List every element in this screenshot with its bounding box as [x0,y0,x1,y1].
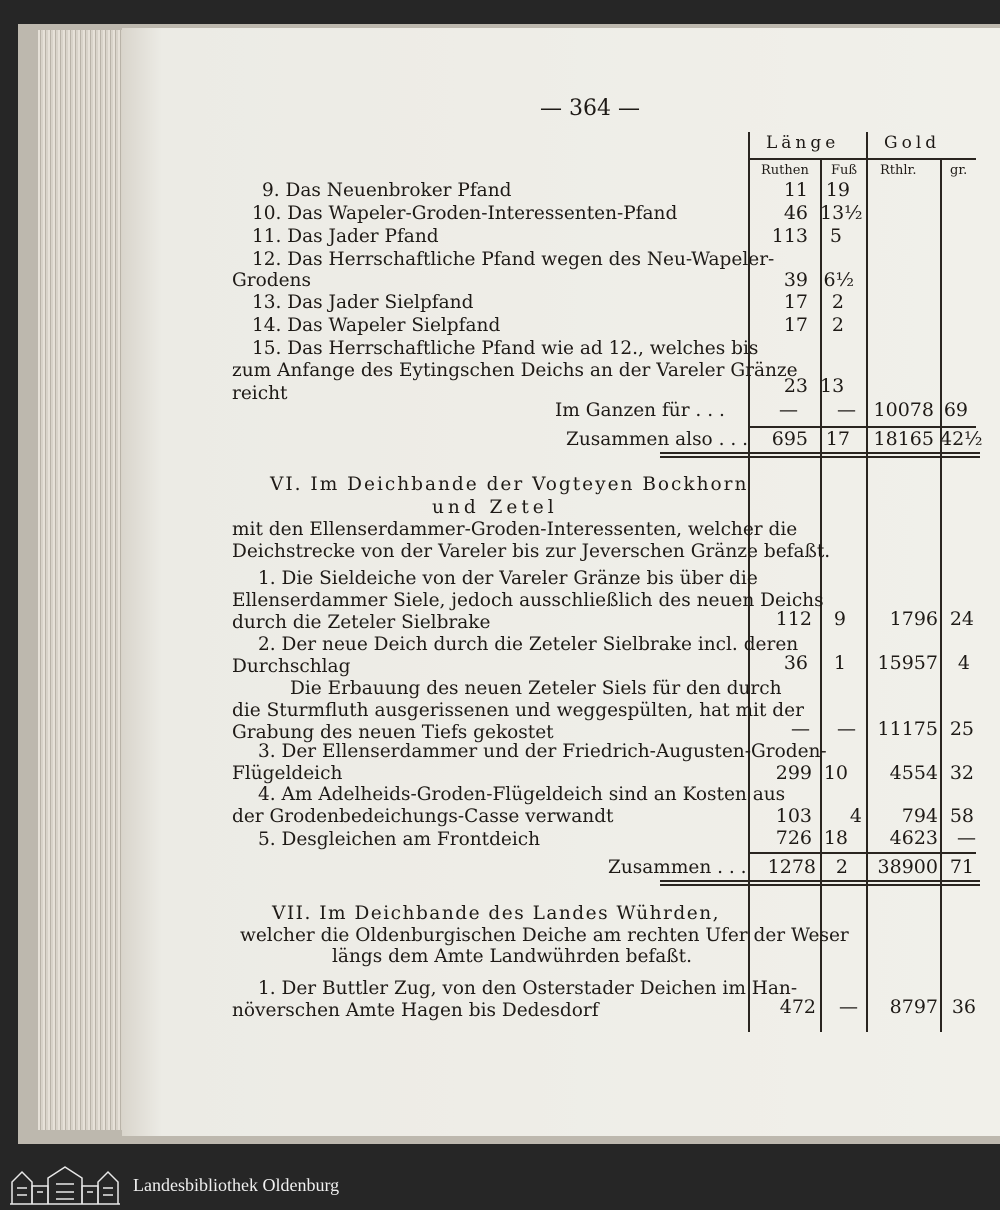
header-rthlr: Rthlr. [880,163,917,178]
row-text: 14. Das Wapeler Sielpfand [252,315,501,336]
header-rule [748,158,976,160]
cell-fuss: 13 [820,375,845,397]
cell-fuss: 19 [825,179,850,201]
item-text: 5. Desgleichen am Frontdeich [258,829,541,850]
item-text: 1. Die Sieldeiche von der Vareler Gränze bis über die [258,568,758,589]
cell-fuss: 4 [849,805,862,827]
item-text: Grabung des neuen Tiefs gekostet [232,722,554,743]
cell-gr: 4 [957,652,970,674]
section-7-title: längs dem Amte Landwührden befaßt. [332,946,692,967]
item-text: 3. Der Ellenserdammer und der Friedrich-Augusten-Groden- [258,741,827,762]
cell-rthlr: 794 [901,805,938,827]
page-number: — 364 — [540,96,640,121]
item-text: 2. Der neue Deich durch die Zeteler Sielbrake incl. deren [258,634,799,655]
header-gr: gr. [950,163,968,178]
cell-ruthen: 36 [783,652,808,674]
cell-ruthen: 17 [783,314,808,336]
cell-fuss: 10 [823,762,848,784]
cell-rthlr: 8797 [889,996,938,1018]
sum-rule-double [660,880,980,882]
cell-rthlr: 4623 [889,827,938,849]
sum-rule [748,852,976,854]
cell-fuss: 6½ [823,269,854,291]
row-text: 15. Das Herrschaftliche Pfand wie ad 12., welches bis [252,338,759,359]
sum-rule-double [660,452,980,454]
cell-gr: 58 [949,805,974,827]
section-6-desc: Deichstrecke von der Vareler bis zur Jeverschen Gränze befaßt. [232,541,831,562]
cell-ruthen: 726 [775,827,812,849]
cell-gr: 36 [951,996,976,1018]
cell-gr: 42½ [940,428,983,450]
cell-ruthen: 23 [783,375,808,397]
cell-ruthen: 39 [783,269,808,291]
row-text: 9. Das Neuenbroker Pfand [262,180,512,201]
cell-rthlr: 10078 [873,399,934,421]
cell-gr: 25 [949,718,974,740]
row-text: 13. Das Jader Sielpfand [252,292,474,313]
cell-fuss: — [839,996,858,1018]
row-text: Grodens [232,270,311,291]
cell-rthlr: 18165 [873,428,934,450]
item-text: der Grodenbedeichungs-Casse verwandt [232,806,614,827]
cell-ruthen: 299 [775,762,812,784]
total-label: Zusammen . . . [608,857,747,878]
item-text: die Sturmfluth ausgerissenen und weggespülten, hat mit der [232,700,804,721]
page-edges [38,30,122,1130]
item-text: 1. Der Buttler Zug, von den Osterstader Deichen im Han- [258,978,798,999]
cell-ruthen: 695 [771,428,808,450]
cell-ruthen: 46 [783,202,808,224]
row-text: 10. Das Wapeler-Groden-Interessenten-Pfand [252,203,678,224]
cell-gr: 24 [949,608,974,630]
item-text: Ellenserdammer Siele, jedoch ausschließlich des neuen Deichs [232,590,824,611]
cell-ruthen: 112 [775,608,812,630]
cell-fuss: 2 [831,291,844,313]
cell-ruthen: 1278 [767,856,816,878]
section-7-title: VII. Im Deichbande des Landes Wührden, [272,903,720,924]
cell-fuss: 13½ [820,202,863,224]
column-rule [866,132,868,1032]
row-text: 11. Das Jader Pfand [252,226,439,247]
header-fuss: Fuß [831,163,858,178]
cell-ruthen: 113 [771,225,808,247]
library-building-logo[interactable] [8,1164,122,1206]
cell-ruthen: — [791,718,810,740]
subtotal-label: Im Ganzen für . . . [555,400,725,421]
cell-rthlr: 38900 [877,856,938,878]
cell-fuss: 1 [833,652,846,674]
section-6-title: VI. Im Deichbande der Vogteyen Bockhorn [270,474,749,495]
item-text: Flügeldeich [232,763,343,784]
cell-fuss: — [837,718,856,740]
header-laenge: Länge [766,133,840,153]
cell-gr: 32 [949,762,974,784]
cell-rthlr: 4554 [889,762,938,784]
cell-ruthen: 11 [783,179,808,201]
cell-gr: — [957,827,976,849]
row-text: zum Anfange des Eytingschen Deichs an der Vareler Gränze [232,360,798,381]
cell-ruthen: 17 [783,291,808,313]
sum-rule-double [660,884,980,886]
item-text: durch die Zeteler Sielbrake [232,612,491,633]
cell-fuss: 2 [835,856,848,878]
cell-fuss: 5 [829,225,842,247]
cell-rthlr: 15957 [877,652,938,674]
cell-fuss: 9 [833,608,846,630]
cell-ruthen: 472 [779,996,816,1018]
cell-fuss: — [837,399,856,421]
cell-fuss: 17 [825,428,850,450]
cell-gr: 71 [949,856,974,878]
cell-fuss: 2 [831,314,844,336]
header-gold: Gold [884,133,941,153]
cell-rthlr: 11175 [877,718,938,740]
section-6-title: und Zetel [432,497,558,518]
cell-rthlr: 1796 [889,608,938,630]
row-text: 12. Das Herrschaftliche Pfand wegen des Neu-Wapeler- [252,249,775,270]
item-text: növerschen Amte Hagen bis Dedesdorf [232,1000,599,1021]
cell-gr: 69 [943,399,968,421]
library-name[interactable]: Landesbibliothek Oldenburg [133,1175,340,1195]
item-text: Durchschlag [232,656,351,677]
total-label: Zusammen also . . . [566,429,748,450]
cell-ruthen: — [779,399,798,421]
section-6-desc: mit den Ellenserdammer-Groden-Interessenten, welcher die [232,519,798,540]
item-text: 4. Am Adelheids-Groden-Flügeldeich sind an Kosten aus [258,784,786,805]
row-text: reicht [232,383,288,404]
header-ruthen: Ruthen [761,163,809,178]
sum-rule-double [660,456,980,458]
cell-ruthen: 103 [775,805,812,827]
item-text: Die Erbauung des neuen Zeteler Siels für den durch [290,678,782,699]
column-rule [940,158,942,1032]
cell-fuss: 18 [823,827,848,849]
section-7-title: welcher die Oldenburgischen Deiche am rechten Ufer der Weser [240,925,849,946]
